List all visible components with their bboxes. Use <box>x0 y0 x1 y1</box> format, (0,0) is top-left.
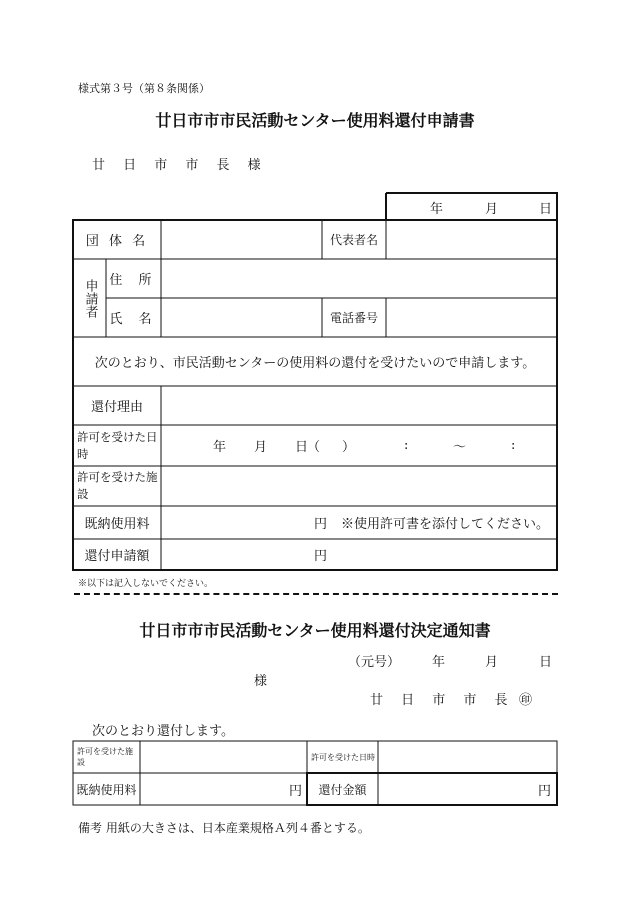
address-field[interactable] <box>162 260 556 297</box>
notice-permitted-datetime-label: 許可を受けた日時 <box>311 752 375 762</box>
date-month: 月 <box>485 201 499 217</box>
paid-fee-yen: 円 <box>314 517 328 532</box>
permitted-year: 年 <box>213 439 227 455</box>
notice-mayor: 廿 日 市 市 長 <box>370 693 515 708</box>
notice-permitted-facility-label: 許可を受けた施設 <box>77 747 133 767</box>
notice-permitted-datetime-field[interactable] <box>379 742 556 772</box>
paid-fee-label: 既納使用料 <box>84 517 150 532</box>
date-day: 日 <box>539 201 553 217</box>
notice-year: 年 <box>432 655 446 670</box>
form-number: 様式第３号（第８条関係） <box>78 82 210 95</box>
end-time-colon: : <box>511 437 516 453</box>
official-seal-mark: ㊞ <box>519 693 533 708</box>
refund-amount-yen: 円 <box>538 783 552 799</box>
attach-permit-note: ※使用許可書を添付してください。 <box>341 517 550 532</box>
phone-label: 電話番号 <box>329 311 378 325</box>
refund-reason-field[interactable] <box>162 387 556 424</box>
notice-paid-fee-label: 既納使用料 <box>76 782 137 797</box>
time-range-tilde: 〜 <box>453 439 467 455</box>
notice-title: 廿日市市市民活動センター使用料還付決定通知書 <box>139 621 491 640</box>
date-year: 年 <box>430 201 444 217</box>
no-entry-note: ※以下は記入しないでください。 <box>78 579 214 589</box>
name-label: 氏 名 <box>109 312 158 327</box>
name-field[interactable] <box>162 299 321 336</box>
representative-field[interactable] <box>387 221 556 258</box>
permitted-month: 月 <box>254 439 268 455</box>
refund-reason-label: 還付理由 <box>90 400 143 415</box>
notice-paid-fee-yen: 円 <box>289 783 303 799</box>
notice-permitted-facility-field[interactable] <box>141 742 306 772</box>
permitted-facility-field[interactable] <box>162 467 556 505</box>
notice-month: 月 <box>485 655 499 670</box>
refund-amount-label: 還付金額 <box>318 782 367 797</box>
remarks: 備考 用紙の大きさは、日本産業規格Ａ列４番とする。 <box>78 821 370 835</box>
address-label: 住 所 <box>109 273 158 288</box>
applicant-label: 申請者 <box>82 278 98 318</box>
permitted-day: 日 <box>295 439 309 455</box>
refund-request-yen: 円 <box>314 549 328 564</box>
permitted-datetime-label: 許可を受けた日時 <box>77 429 158 461</box>
notice-statement: 次のとおり還付します。 <box>92 724 234 739</box>
refund-request-amount-label: 還付申請額 <box>84 549 150 564</box>
weekday-paren-close: ） <box>342 439 356 455</box>
group-name-label: 団 体 名 <box>85 234 149 249</box>
notice-ref-number: （元号） <box>348 655 401 670</box>
notice-addressee-honorific: 様 <box>254 674 268 689</box>
weekday-paren-open: （ <box>307 439 321 455</box>
start-time-colon: : <box>404 437 409 453</box>
representative-label: 代表者名 <box>329 233 378 247</box>
application-title: 廿日市市市民活動センター使用料還付申請書 <box>155 111 475 130</box>
addressee: 廿 日 市 市 長 様 <box>92 158 268 173</box>
application-statement: 次のとおり、市民活動センターの使用料の還付を受けたいので申請します。 <box>94 356 536 371</box>
cut-line <box>74 593 558 595</box>
group-name-field[interactable] <box>162 221 321 258</box>
permitted-facility-label: 許可を受けた施設 <box>77 470 158 501</box>
phone-field[interactable] <box>387 299 556 336</box>
notice-day: 日 <box>539 655 553 670</box>
